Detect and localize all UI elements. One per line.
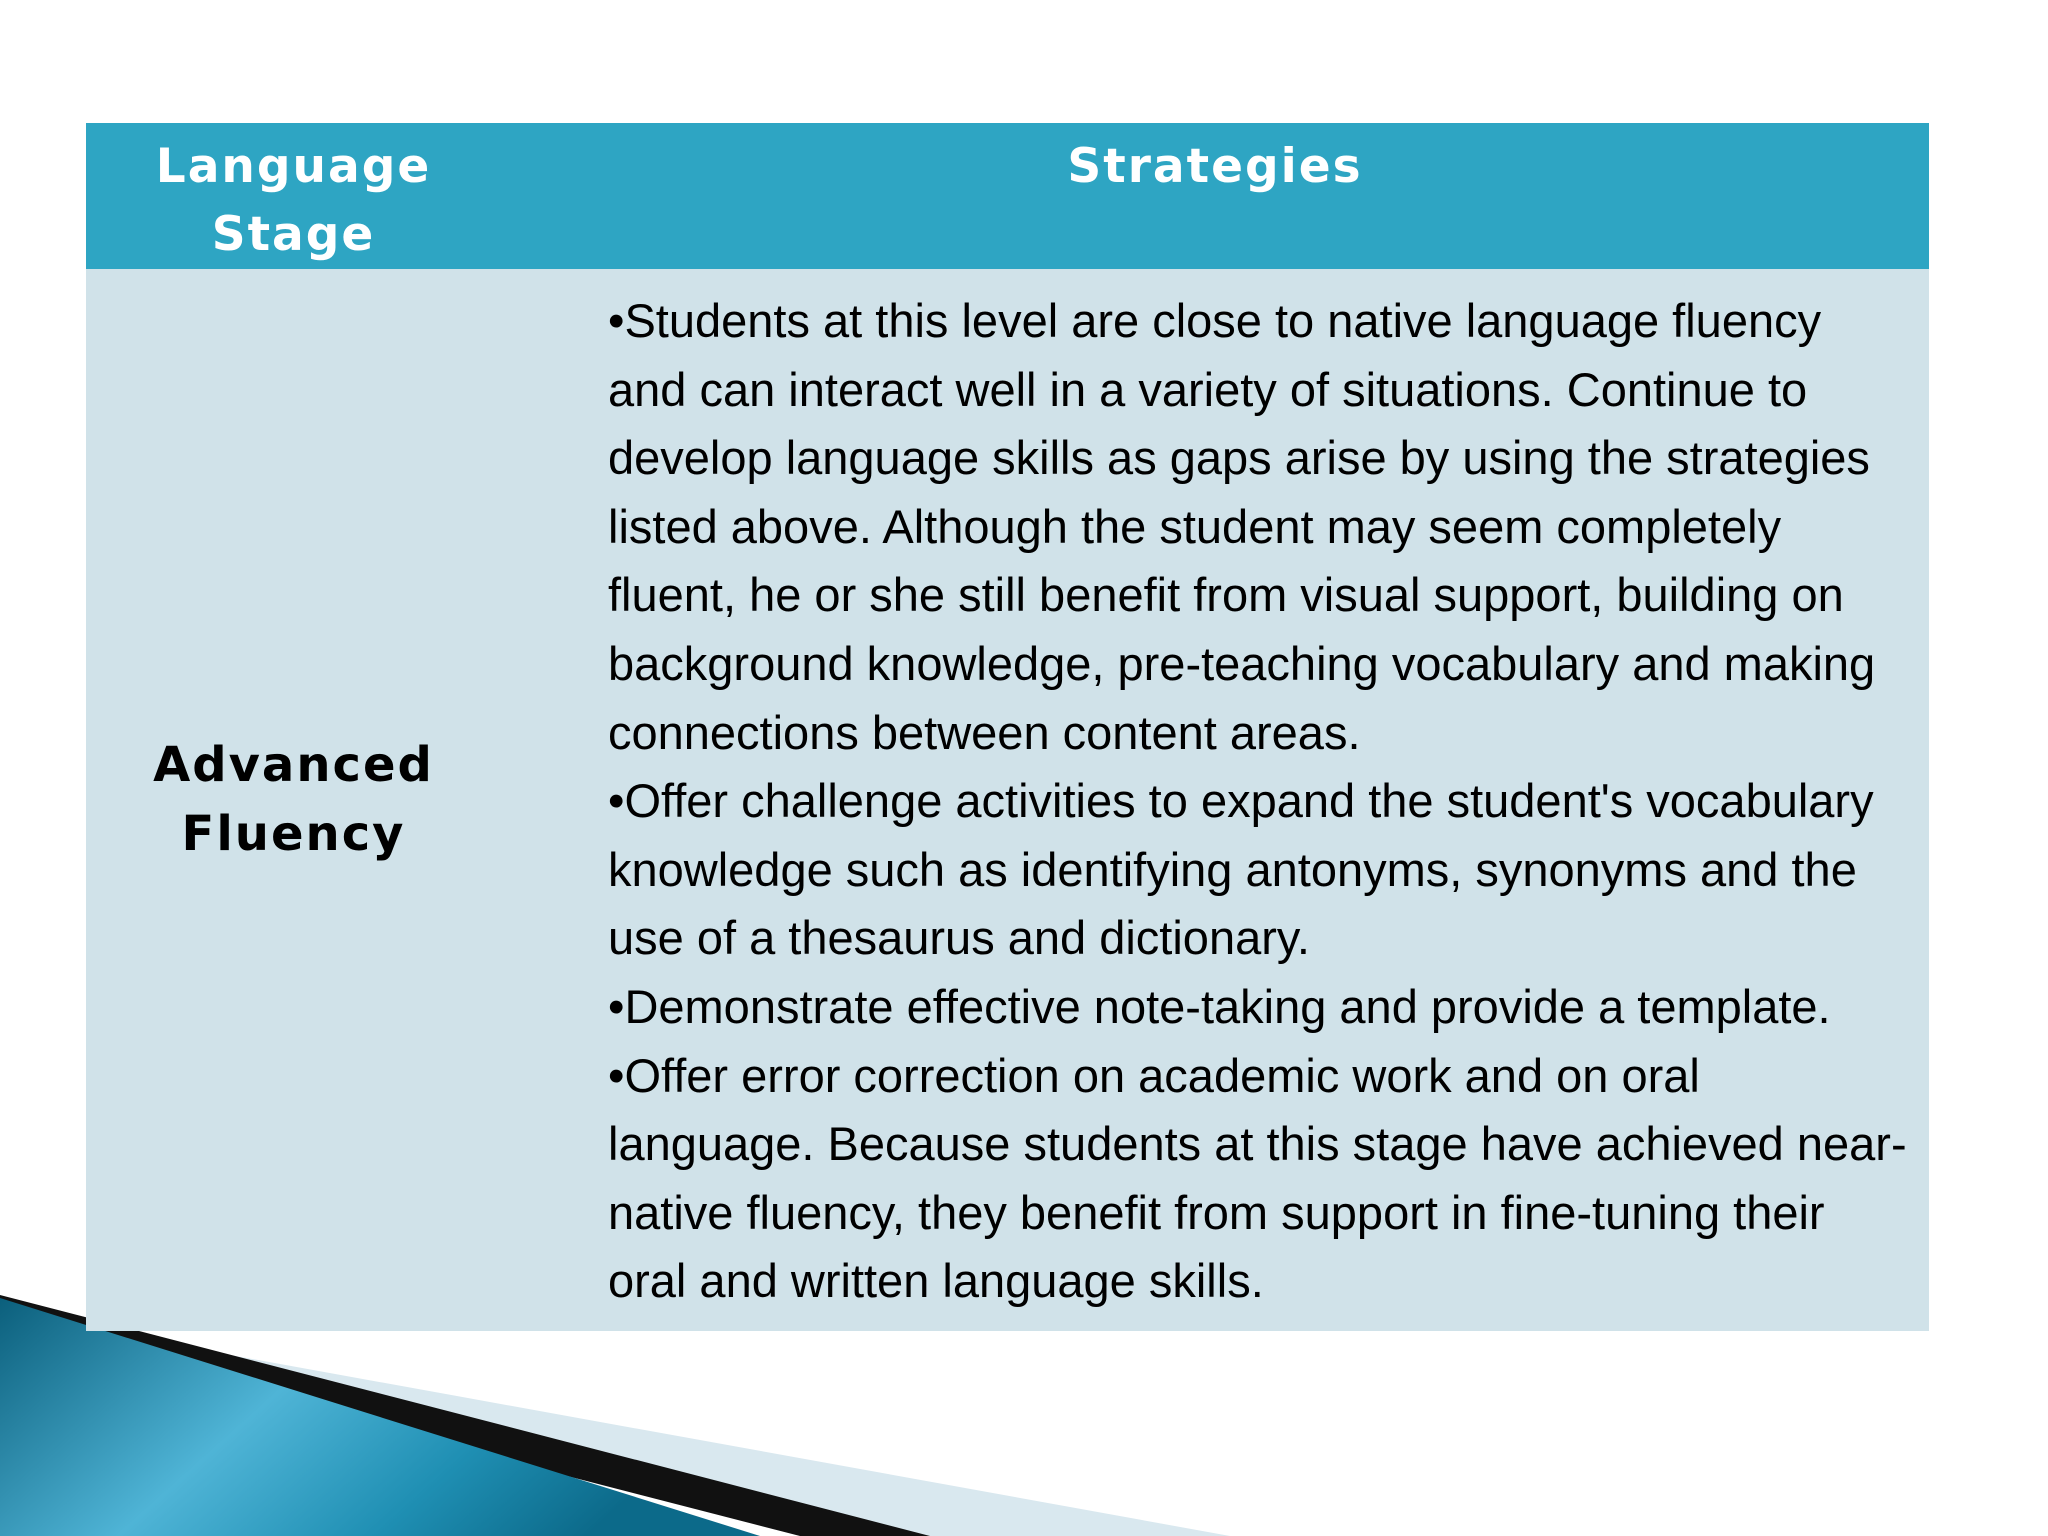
language-stage-table	[86, 123, 1929, 1331]
language-stage-table-container	[86, 123, 1929, 1331]
stage-cell-advanced-fluency: Advanced Fluency	[86, 269, 501, 1331]
strategy-item: •Students at this level are close to native language fluency and can interact well in a variety of situations. Continue to develop language skills as gaps arise by using the strategies listed above. Although the student may seem completely fluent, he or she still benefit from visual support, building on background knowledge, pre-teaching vocabulary and making connections between content areas.	[608, 294, 1876, 759]
table-header-row	[86, 123, 1929, 269]
strategy-item: •Offer challenge activities to expand the student's vocabulary knowledge such as identifying antonyms, synonyms and the use of a thesaurus and dictionary.	[608, 774, 1874, 965]
strategy-item: •Demonstrate effective note-taking and provide a template.	[608, 979, 1831, 1033]
strategies-cell	[501, 269, 1929, 1331]
table-row	[86, 269, 1929, 1331]
header-strategies: Strategies	[501, 123, 1929, 269]
strategy-item: •Offer error correction on academic work and on oral language. Because students at this stage have achieved near-native fluency, they benefit from support in fine-tuning their oral and written language skills.	[608, 1048, 1907, 1308]
header-language-stage: Language Stage	[86, 123, 501, 269]
